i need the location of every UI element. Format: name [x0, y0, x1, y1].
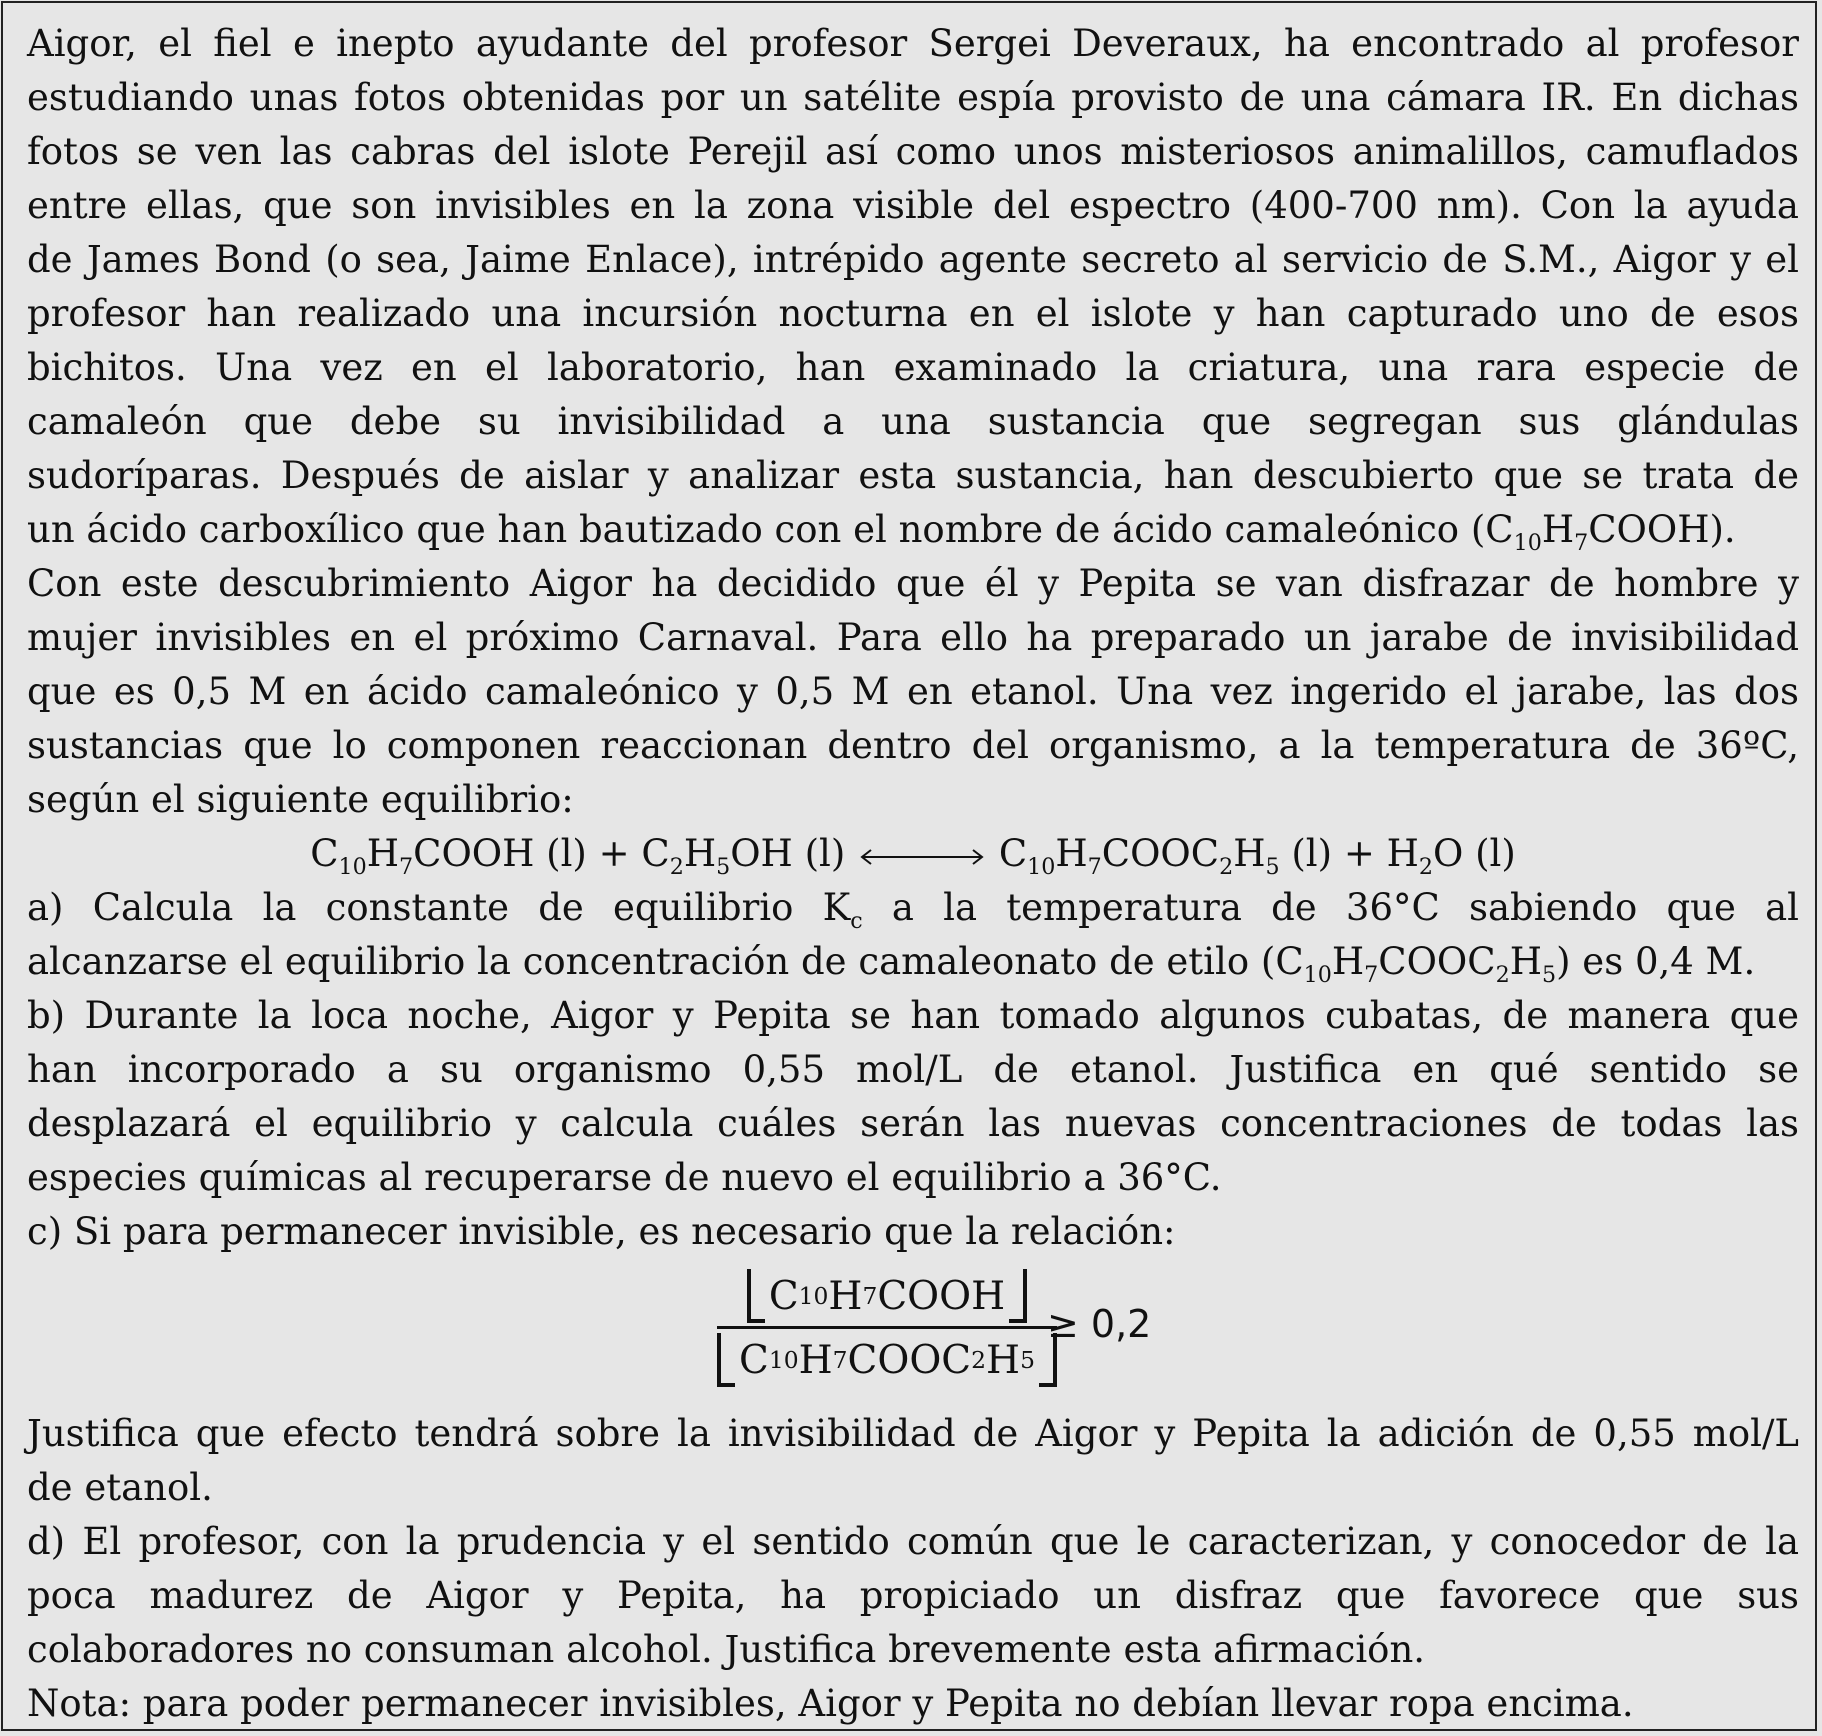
- chemical-equation: $C_{10}H_7COOH$ $(l) + C_2H_5OH$ (l) $C_{10}H_7COOC_2H_5$ $(l) + H_2O$ (l): [310, 832, 1516, 880]
- part-c-last-line: de etanol.: [27, 1466, 213, 1509]
- para2-last-line: según el siguiente equilibrio:: [27, 778, 574, 821]
- note: Nota: para poder permanecer invisibles, Aigor y Pepita no debían llevar ropa encima.: [27, 1682, 1634, 1725]
- ratio-relation: ≥ 0,2: [1047, 1302, 1152, 1346]
- fraction-bar: [717, 1326, 1057, 1329]
- para2-line: Con este descubrimiento Aigor ha decidido que él y Pepita se van disfrazar de hombre y: [27, 562, 1799, 605]
- part-b-line: desplazará el equilibrio y calcula cuáles serán las nuevas concentraciones de todas las: [27, 1102, 1799, 1145]
- problem-frame: [1, 1, 1817, 1731]
- ratio-fraction: [717, 1267, 1057, 1390]
- part-d-last-line: colaboradores no consuman alcohol. Justifica brevemente esta afirmación.: [27, 1628, 1426, 1671]
- intro-line: entre ellas, que son invisibles en la zona visible del espectro (400-700 nm). Con la ayuda: [27, 184, 1799, 227]
- intro-line: camaleón que debe su invisibilidad a una sustancia que segregan sus glándulas: [27, 400, 1799, 443]
- intro-line: profesor han realizado una incursión nocturna en el islote y han capturado uno de esos: [27, 292, 1799, 335]
- part-b-line: han incorporado a su organismo 0,55 mol/L de etanol. Justifica en qué sentido se: [27, 1048, 1799, 1091]
- intro-line: bichitos. Una vez en el laboratorio, han examinado la criatura, una rara especie de: [27, 346, 1799, 389]
- left-bracket-icon: [747, 1269, 765, 1323]
- part-a-line: a) Calcula la constante de equilibrio $K_c$ a la temperatura de 36°C sabiendo que al: [27, 886, 1799, 934]
- part-d-line: d) El profesor, con la prudencia y el sentido común que le caracterizan, y conocedor de la: [27, 1520, 1799, 1563]
- part-a-last-line: alcanzarse el equilibrio la concentración de camaleonato de etilo $(C_{10}H_7COOC_2H_5)$ es 0,4 M.: [27, 940, 1756, 988]
- para2-line: sustancias que lo componen reaccionan dentro del organismo, a la temperatura de 36ºC,: [27, 724, 1799, 767]
- fraction-denominator: C 10 H 7 COOC 2 H 5: [717, 1330, 1057, 1390]
- fraction-numerator: C 10 H 7 COOH: [717, 1267, 1057, 1325]
- para2-line: que es 0,5 M en ácido camaleónico y 0,5 M en etanol. Una vez ingerido el jarabe, las dos: [27, 670, 1799, 713]
- intro-line: fotos se ven las cabras del islote Perejil así como unos misteriosos animalillos, camuflados: [27, 130, 1799, 173]
- equilibrium-arrow-icon: [857, 846, 987, 868]
- intro-line: Aigor, el fiel e inepto ayudante del profesor Sergei Deveraux, ha encontrado al profesor: [27, 22, 1799, 65]
- left-bracket-icon: [717, 1333, 735, 1387]
- intro-line: estudiando unas fotos obtenidas por un satélite espía provisto de una cámara IR. En dichas: [27, 76, 1799, 119]
- problem-text: [27, 17, 1799, 1731]
- part-d-line: poca madurez de Aigor y Pepita, ha propiciado un disfraz que favorece que sus: [27, 1574, 1799, 1617]
- intro-line: sudoríparas. Después de aislar y analizar esta sustancia, han descubierto que se trata de: [27, 454, 1799, 497]
- part-c-intro: c) Si para permanecer invisible, es necesario que la relación:: [27, 1210, 1176, 1253]
- intro-line: de James Bond (o sea, Jaime Enlace), intrépido agente secreto al servicio de S.M., Aigor y el: [27, 238, 1799, 281]
- part-c-line: Justifica que efecto tendrá sobre la invisibilidad de Aigor y Pepita la adición de 0,55 mol/L: [27, 1412, 1799, 1455]
- intro-last-line: un ácido carboxílico que han bautizado con el nombre de ácido camaleónico $(C_{10}H_7COOH)$.: [27, 508, 1736, 556]
- part-b-last-line: especies químicas al recuperarse de nuevo el equilibrio a 36°C.: [27, 1156, 1222, 1199]
- part-b-line: b) Durante la loca noche, Aigor y Pepita se han tomado algunos cubatas, de manera que: [27, 994, 1799, 1037]
- ratio-formula: [27, 1259, 1799, 1407]
- right-bracket-icon: [1009, 1269, 1027, 1323]
- para2-line: mujer invisibles en el próximo Carnaval. Para ello ha preparado un jarabe de invisibilidad: [27, 616, 1799, 659]
